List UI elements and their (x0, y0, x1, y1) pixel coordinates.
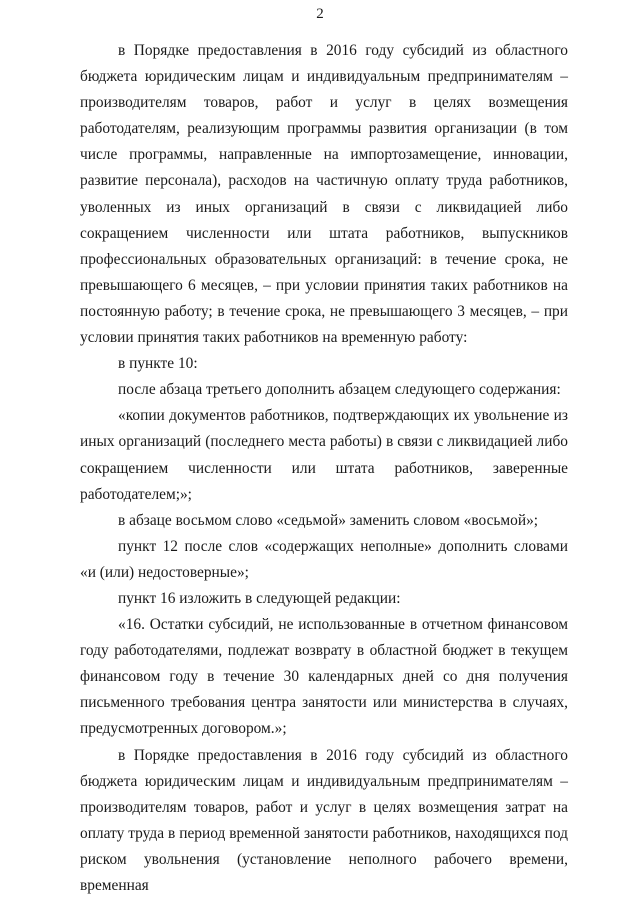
paragraph-7: пункт 16 изложить в следующей редакции: (118, 589, 401, 607)
paragraph-2: в пункте 10: (118, 355, 198, 373)
paragraph-9: в Порядке предоставления в 2016 году субсидий из областного бюджета юридическим лицам и индивидуальным предпринимателям – производителям товаров, работ и услуг в целях возмещения затрат на оплату труда в период временной занятости работников, находящихся под риском увольнения (установление неполного рабочего времени, временная (80, 746, 568, 894)
document-body (80, 38, 568, 899)
paragraph-8: «16. Остатки субсидий, не использованные в отчетном финансовом году работодателями, подлежат возврату в областной бюджет в текущем финансовом году в течение 30 календарных дней со дня получения письменного требования центра занятости или министерства в случаях, предусмотренных договором.»; (80, 616, 568, 738)
paragraph-6: пункт 12 после слов «содержащих неполные» дополнить словами «и (или) недостоверные»; (80, 537, 568, 581)
paragraph-3: после абзаца третьего дополнить абзацем следующего содержания: (118, 381, 561, 399)
paragraph-5: в абзаце восьмом слово «седьмой» заменить словом «восьмой»; (118, 511, 539, 529)
page-number: 2 (316, 6, 324, 22)
paragraph-1: в Порядке предоставления в 2016 году субсидий из областного бюджета юридическим лицам и индивидуальным предпринимателям – производителям товаров, работ и услуг в целях возмещения работодателям, реализующим программы развития организации (в том числе программы, направленные на импортозамещение, инновации, развитие персонала), расходов на частичную оплату труда работников, уволенных из иных организаций в связи с ликвидацией либо сокращением численности или штата работников, выпускников профессиональных образовательных организаций: в течение срока, не превышающего 6 месяцев, – при условии принятия таких работников на постоянную работу; в течение срока, не превышающего 3 месяцев, – при условии принятия таких работников на временную работу: (80, 42, 568, 347)
paragraph-4: «копии документов работников, подтверждающих их увольнение из иных организаций (последнего места работы) в связи с ликвидацией либо сокращением численности или штата работников, заверенные работодателем;»; (80, 407, 568, 503)
